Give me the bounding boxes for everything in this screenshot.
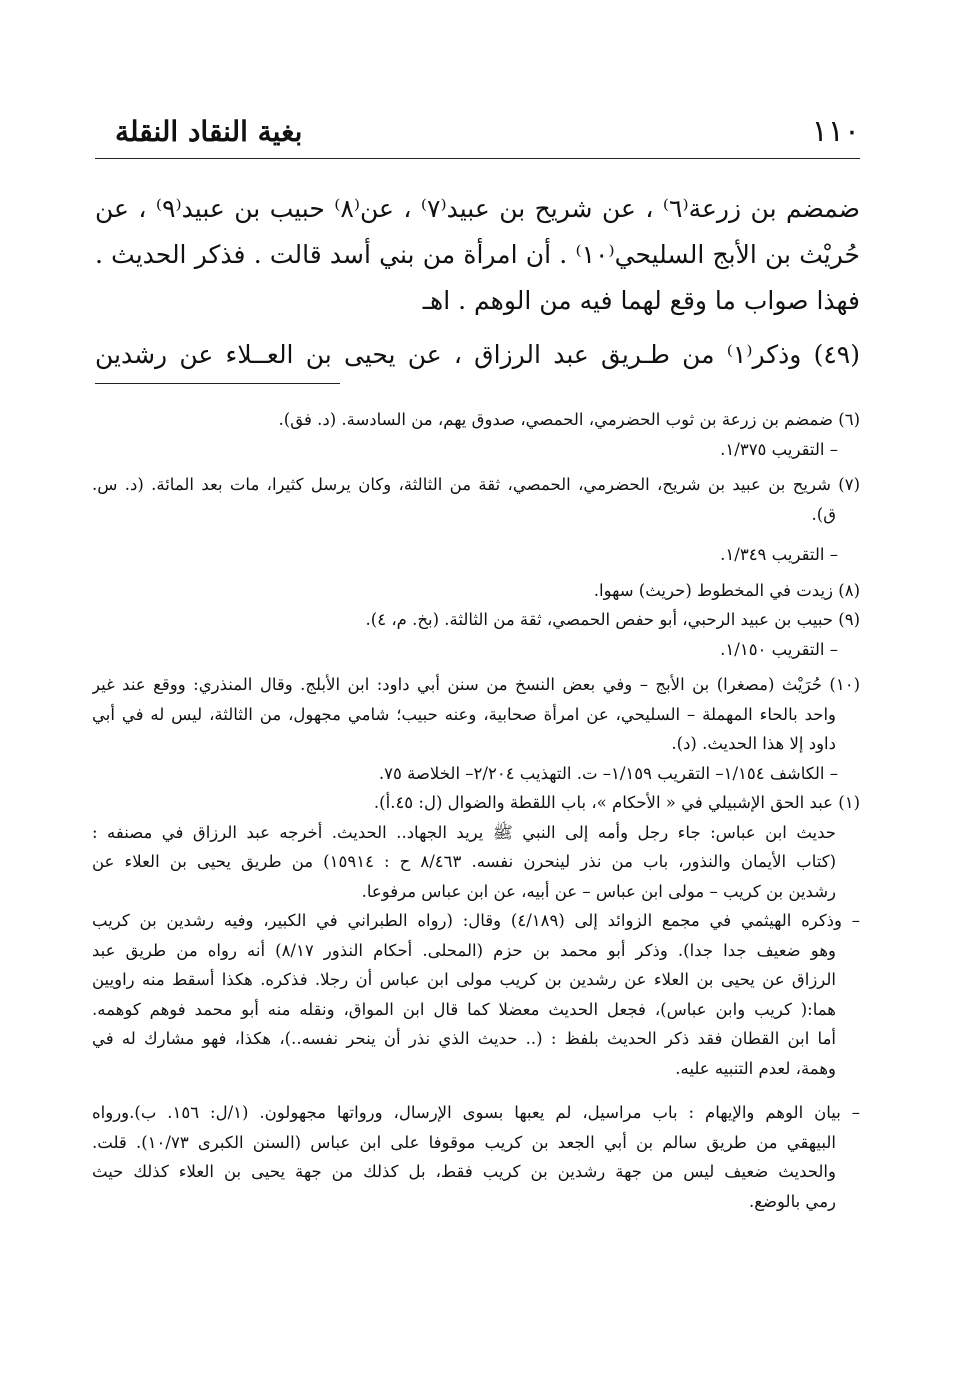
header-rule <box>95 158 860 159</box>
footnote-1-cont: الرزاق عن يحيى بن العلاء عن رشدين بن كريب مولى ابن عباس أن رجلا. فذكره. هكذا أسقط منه راويين <box>92 970 836 989</box>
footnote-1-cont: حديث ابن عباس: جاء رجل وأمه إلى النبي ﷺ يريد الجهاد.. الحديث. أخرجه عبد الرزاق في مصنفه : <box>92 822 836 842</box>
footnote-7: (٧) شريح بن عبيد بن شريح، الحضرمي، الحمصي، ثقة من الثالثة، وكان يرسل كثيرا، مات بعد المائة. (د. س. <box>92 475 860 494</box>
main-line: ضمضم بن زرعة⁽٦⁾ ، عن شريح بن عبيد⁽٧⁾ ، عن⁽٨⁾ حبيب بن عبيد⁽٩⁾ ، عن <box>95 194 860 223</box>
footnote-1-cont: (كتاب الأيمان والنذور، باب من نذر لينحرن نفسه. ٨/٤٦٣ ح : ١٥٩١٤) من طريق يحيى بن العلاء عن <box>92 852 837 871</box>
entry-49-line: (٤٩) وذكر⁽١⁾ من طـريق عبد الرزاق ، عن يحيى بن العــلاء عن رشدين <box>95 340 860 369</box>
footnote-1: (١) عبد الحق الإشبيلي في « الأحكام »، باب اللقطة والضوال (ل: ٤٥.أ). <box>373 793 860 812</box>
page-number: ١١٠ <box>811 114 860 149</box>
footnote-1-cont: أما ابن القطان فقد ذكر الحديث بلفظ : (.. حديث الذي نذر أن ينحر نفسه..)، هكذا، فهو مشارك له في <box>92 1029 836 1048</box>
footnote-1-cont: رمي بالوضع. <box>748 1191 836 1211</box>
footnote-1-cont: هما:( كريب وابن عباس)، فجعل الحديث معضلا كما قال ابن المواق، ونقله منه أبو محمد فوهم كوهمه. <box>92 999 836 1019</box>
footnote-1-cont: البيهقي من طريق سالم بن أبي الجعد بن كريب موقوفا على ابن عباس (السنن الكبرى ١٠/٧٣). قلت. <box>92 1132 836 1152</box>
footnote-9: (٩) حبيب بن عبيد الرحبي، أبو حفص الحمصي، ثقة من الثالثة. (بخ. م، ٤). <box>365 610 860 629</box>
main-line: حُريْث بن الأبج السليحي⁽١٠⁾ . أن امرأة من بني أسد قالت . فذكر الحديث . <box>95 240 860 269</box>
footnote-source: – التقريب ١/٣٤٩. <box>720 545 838 564</box>
footnote-1-cont: رشدين بن كريب – مولى ابن عباس – عن أبيه، عن ابن عباس مرفوعا. <box>361 881 836 901</box>
footnote-separator <box>95 383 340 384</box>
footnote-1-bayan: – بيان الوهم والإيهام : باب مراسيل، لم يعبها بسوى الإرسال، ورواتها مجهولون. (١/ل: ١٥٦. ب).ورواه <box>92 1103 860 1122</box>
footnote-7-cont: ق). <box>811 504 836 524</box>
footnote-1-cont: وهمة، لعدم التنبيه عليه. <box>675 1058 836 1078</box>
footnote-10: (١٠) حُرَيْث (مصغرا) بن الأبج – وفي بعض النسخ من سنن أبي داود: ابن الأبلج. وقال المنذري: ووقع عند غير <box>92 675 860 694</box>
footnote-source: – التقريب ١/١٥٠. <box>720 639 838 659</box>
footnote-8: (٨) زيدت في المخطوط (حريث) سهوا. <box>593 580 860 600</box>
footnote-source: – الكاشف ١/١٥٤– التقريب ١/١٥٩– ت. التهذيب ٢/٢٠٤– الخلاصة ٧٥. <box>378 763 838 783</box>
footnote-10-cont: واحد بالحاء المهملة – السليحي، عن امرأة صحابية، وعنه حبيب؛ شامي مجهول، من الثالثة، ليس له في أبي <box>92 704 836 724</box>
footnote-source: – التقريب ١/٣٧٥. <box>720 439 838 459</box>
footnote-10-cont: داود إلا هذا الحديث. (د). <box>671 734 836 753</box>
page-header <box>115 112 860 152</box>
book-title: بغية النقاد النقلة <box>115 115 303 148</box>
footnote-1-haythami: – وذكره الهيثمي في مجمع الزوائد إلى (٤/١٨٩) وقال: (رواه الطبراني في الكبير، وفيه رشدين بن كريب <box>92 911 860 930</box>
footnotes <box>92 405 860 1216</box>
footnote-1-cont: والحديث ضعيف ليس من جهة رشدين بن كريب فقط، بل كذلك من جهة يحيى بن العلاء كذلك حيث <box>92 1162 836 1181</box>
footnote-1-cont: وهو ضعيف جدا جدا). وذكر أبو محمد بن حزم (المحلى. أحكام النذور ٨/١٧) أنه رواه من طريق عبد <box>92 940 836 960</box>
main-text <box>95 186 860 378</box>
footnote-6: (٦) ضمضم بن زرعة بن ثوب الحضرمي، الحمصي، صدوق يهم، من السادسة. (د. فق). <box>278 410 860 429</box>
main-line: فهذا صواب ما وقع لهما فيه من الوهم . اهـ <box>422 286 860 315</box>
